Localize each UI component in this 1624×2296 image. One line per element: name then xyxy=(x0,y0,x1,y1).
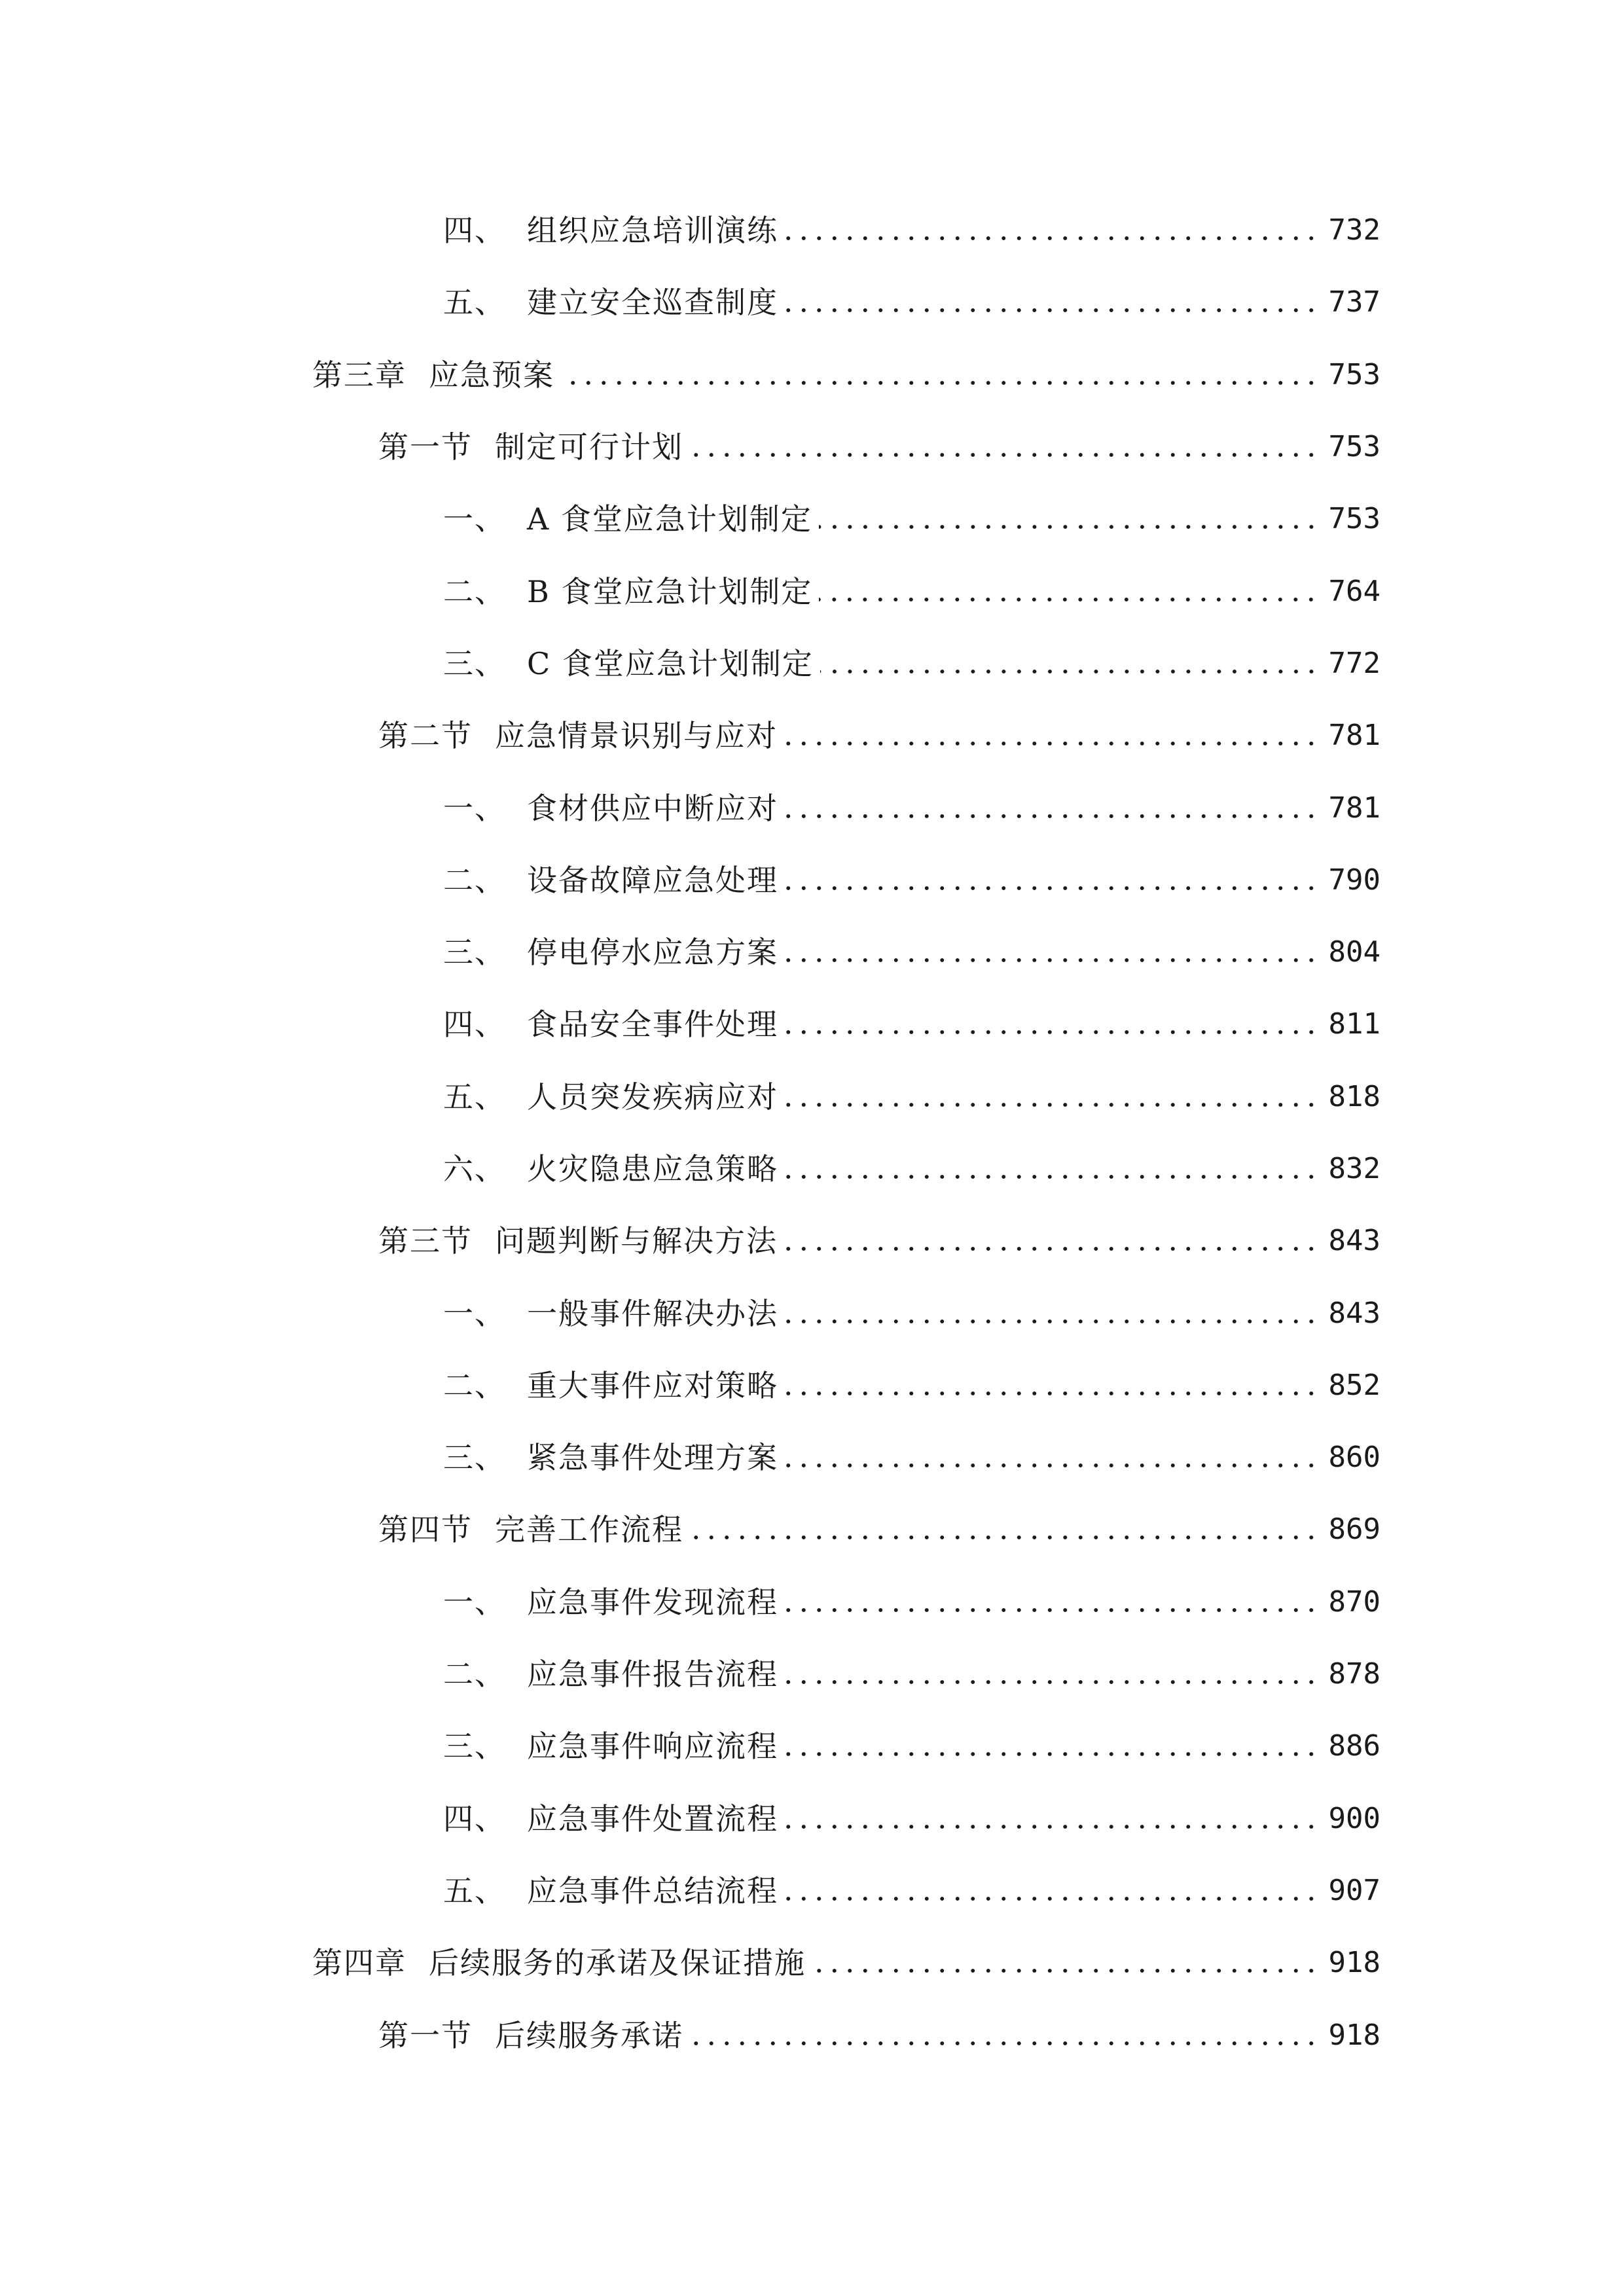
toc-entry-label xyxy=(443,1366,778,1405)
toc-entry-number: 四、 xyxy=(443,1007,506,1043)
toc-entry-page-number: 843 xyxy=(1328,1224,1380,1258)
toc-entry-number: 第一节 xyxy=(378,429,473,465)
toc-entry-label xyxy=(312,1943,806,1982)
toc-entry-page-number: 869 xyxy=(1328,1513,1380,1547)
toc-entry-title: 食品安全事件处理 xyxy=(527,1007,778,1043)
toc-entry-number: 一、 xyxy=(443,501,506,537)
toc-entry-label xyxy=(443,644,814,683)
toc-entry-label xyxy=(378,1221,778,1261)
toc-entry-title: 应急事件发现流程 xyxy=(527,1584,778,1620)
toc-entry-page-number: 790 xyxy=(1328,863,1380,897)
toc-entry[interactable] xyxy=(0,916,1624,988)
toc-entry-page-number: 737 xyxy=(1328,285,1380,319)
toc-entry-label xyxy=(443,789,778,828)
toc-entry-title: 应急情景识别与应对 xyxy=(495,718,778,754)
dot-leader xyxy=(785,1030,1319,1034)
dot-leader xyxy=(784,742,1319,745)
toc-entry-label xyxy=(443,1438,778,1477)
toc-entry-number: 四、 xyxy=(443,1801,506,1837)
toc-entry-label xyxy=(443,1077,778,1117)
toc-entry-title: 问题判断与解决方法 xyxy=(495,1223,778,1259)
dot-leader xyxy=(785,886,1319,890)
toc-entry-page-number: 818 xyxy=(1328,1079,1380,1113)
dot-leader xyxy=(819,525,1319,529)
toc-entry[interactable] xyxy=(0,1422,1624,1494)
toc-section-entry[interactable] xyxy=(0,1999,1624,2071)
toc-entry-page-number: 870 xyxy=(1328,1585,1380,1619)
toc-entry[interactable] xyxy=(0,772,1624,844)
toc-entry-number: 二、 xyxy=(443,1367,506,1403)
toc-entry-page-number: 918 xyxy=(1328,2018,1380,2052)
toc-entry[interactable] xyxy=(0,628,1624,700)
toc-section-entry[interactable] xyxy=(0,700,1624,772)
toc-entry-label xyxy=(378,427,683,467)
toc-entry-number: 一、 xyxy=(443,790,506,826)
table-of-contents xyxy=(0,194,1624,2072)
toc-entry-number: 三、 xyxy=(443,1729,506,1765)
toc-entry-label xyxy=(443,1294,778,1333)
toc-entry-title: 建立安全巡查制度 xyxy=(527,285,778,321)
dot-leader xyxy=(820,670,1319,673)
toc-entry-number: 第三章 xyxy=(312,357,406,393)
dot-leader xyxy=(785,1463,1319,1467)
toc-entry-number: 第四节 xyxy=(378,1512,473,1548)
toc-entry[interactable] xyxy=(0,555,1624,627)
toc-entry-title: 组织应急培训演练 xyxy=(527,213,778,249)
toc-entry[interactable] xyxy=(0,1710,1624,1782)
toc-entry-number: 四、 xyxy=(443,213,506,249)
toc-entry[interactable] xyxy=(0,1277,1624,1349)
toc-entry-title: 重大事件应对策略 xyxy=(527,1367,778,1403)
dot-leader xyxy=(784,1247,1319,1251)
toc-entry-page-number: 907 xyxy=(1328,1873,1380,1907)
toc-entry-number: 第二节 xyxy=(378,718,473,754)
toc-entry-title: A 食堂应急计划制定 xyxy=(527,501,812,537)
dot-leader xyxy=(785,308,1319,312)
toc-entry-page-number: 732 xyxy=(1328,213,1380,247)
toc-entry-number: 一、 xyxy=(443,1584,506,1620)
dot-leader xyxy=(785,1175,1319,1179)
toc-entry-label xyxy=(443,1655,778,1694)
dot-leader xyxy=(785,1103,1319,1107)
toc-entry-title: 应急事件总结流程 xyxy=(527,1873,778,1909)
toc-entry-number: 二、 xyxy=(443,1657,506,1693)
toc-entry-number: 第四章 xyxy=(312,1945,406,1981)
toc-entry-label xyxy=(443,861,778,900)
dot-leader xyxy=(690,453,1319,457)
toc-entry[interactable] xyxy=(0,483,1624,555)
toc-entry-page-number: 832 xyxy=(1328,1152,1380,1185)
toc-entry-number: 三、 xyxy=(443,1440,506,1476)
toc-entry-page-number: 772 xyxy=(1328,646,1380,680)
toc-entry-title: 紧急事件处理方案 xyxy=(527,1440,778,1476)
toc-entry[interactable] xyxy=(0,1566,1624,1638)
toc-entry-number: 二、 xyxy=(443,862,506,898)
toc-entry-number: 六、 xyxy=(443,1151,506,1187)
toc-section-entry[interactable] xyxy=(0,1205,1624,1277)
dot-leader xyxy=(812,1969,1319,1973)
dot-leader xyxy=(819,598,1319,601)
dot-leader xyxy=(785,1319,1319,1323)
dot-leader xyxy=(785,1897,1319,1901)
toc-entry-label xyxy=(443,499,812,539)
dot-leader xyxy=(785,236,1319,240)
toc-entry-number: 三、 xyxy=(443,645,506,681)
toc-entry-page-number: 843 xyxy=(1328,1296,1380,1330)
toc-entry-title: 后续服务承诺 xyxy=(495,2017,683,2053)
toc-entry-title: 停电停水应急方案 xyxy=(527,935,778,971)
toc-entry[interactable] xyxy=(0,1133,1624,1205)
toc-entry-number: 一、 xyxy=(443,1295,506,1331)
toc-entry-title: 应急事件报告流程 xyxy=(527,1657,778,1693)
toc-entry-page-number: 764 xyxy=(1328,574,1380,608)
toc-entry[interactable] xyxy=(0,1638,1624,1710)
toc-chapter-entry[interactable] xyxy=(0,339,1624,411)
toc-section-entry[interactable] xyxy=(0,1494,1624,1566)
toc-entry-page-number: 852 xyxy=(1328,1368,1380,1402)
toc-entry[interactable] xyxy=(0,194,1624,266)
toc-entry-number: 五、 xyxy=(443,285,506,321)
toc-entry-page-number: 860 xyxy=(1328,1441,1380,1475)
toc-entry-label xyxy=(443,1871,778,1910)
toc-entry-page-number: 900 xyxy=(1328,1801,1380,1835)
toc-entry-label xyxy=(443,283,778,322)
toc-entry-number: 五、 xyxy=(443,1873,506,1909)
toc-entry-title: 食材供应中断应对 xyxy=(527,790,778,826)
toc-entry-label xyxy=(443,1583,778,1622)
toc-entry-page-number: 753 xyxy=(1328,430,1380,464)
toc-entry[interactable] xyxy=(0,844,1624,916)
toc-entry[interactable] xyxy=(0,266,1624,338)
toc-chapter-entry[interactable] xyxy=(0,1927,1624,1999)
toc-entry-label xyxy=(443,572,812,611)
toc-entry[interactable] xyxy=(0,1783,1624,1855)
toc-entry-number: 三、 xyxy=(443,935,506,971)
toc-entry-label xyxy=(443,1727,778,1766)
toc-entry-label xyxy=(378,716,778,755)
dot-leader xyxy=(785,814,1319,818)
dot-leader xyxy=(785,1680,1319,1684)
toc-entry-title: 人员突发疾病应对 xyxy=(527,1079,778,1115)
toc-entry-title: B 食堂应急计划制定 xyxy=(527,573,813,609)
toc-section-entry[interactable] xyxy=(0,411,1624,483)
toc-entry[interactable] xyxy=(0,1350,1624,1422)
toc-entry-page-number: 781 xyxy=(1328,719,1380,753)
dot-leader xyxy=(690,2041,1319,2045)
toc-entry-number: 第三节 xyxy=(378,1223,473,1259)
toc-entry-title: 设备故障应急处理 xyxy=(527,862,778,898)
toc-entry-page-number: 811 xyxy=(1328,1007,1380,1041)
toc-entry-page-number: 804 xyxy=(1328,935,1380,969)
dot-leader xyxy=(785,1391,1319,1395)
toc-entry-label xyxy=(312,355,554,395)
toc-entry-title: 火灾隐患应急策略 xyxy=(527,1151,778,1187)
toc-entry[interactable] xyxy=(0,988,1624,1060)
toc-entry-page-number: 878 xyxy=(1328,1657,1380,1691)
toc-entry-number: 二、 xyxy=(443,573,506,609)
toc-entry-page-number: 753 xyxy=(1328,357,1380,391)
toc-entry-title: 应急事件响应流程 xyxy=(527,1729,778,1765)
dot-leader xyxy=(785,1825,1319,1829)
toc-entry-title: 应急事件处置流程 xyxy=(527,1801,778,1837)
dot-leader xyxy=(785,958,1319,962)
toc-entry-title: C 食堂应急计划制定 xyxy=(527,645,814,681)
toc-entry-label xyxy=(443,1005,778,1044)
toc-entry-title: 后续服务的承诺及保证措施 xyxy=(429,1945,806,1981)
dot-leader xyxy=(785,1608,1319,1612)
toc-entry-label xyxy=(378,1510,683,1549)
toc-entry-number: 第一节 xyxy=(378,2017,473,2053)
toc-entry-page-number: 918 xyxy=(1328,1946,1380,1980)
toc-entry-label xyxy=(378,2016,683,2055)
toc-entry[interactable] xyxy=(0,1855,1624,1927)
toc-entry-page-number: 886 xyxy=(1328,1729,1380,1763)
toc-entry-page-number: 753 xyxy=(1328,502,1380,536)
toc-entry-label xyxy=(443,211,778,250)
toc-entry-label xyxy=(443,933,778,972)
toc-entry[interactable] xyxy=(0,1061,1624,1133)
dot-leader xyxy=(690,1535,1319,1539)
toc-entry-title: 制定可行计划 xyxy=(495,429,683,465)
toc-entry-label xyxy=(443,1149,778,1189)
toc-entry-label xyxy=(443,1799,778,1839)
toc-entry-title: 一般事件解决办法 xyxy=(527,1295,778,1331)
dot-leader xyxy=(785,1752,1319,1756)
toc-entry-title: 应急预案 xyxy=(429,357,554,393)
dot-leader xyxy=(561,381,1319,385)
toc-entry-page-number: 781 xyxy=(1328,791,1380,825)
toc-entry-number: 五、 xyxy=(443,1079,506,1115)
toc-entry-title: 完善工作流程 xyxy=(495,1512,683,1548)
